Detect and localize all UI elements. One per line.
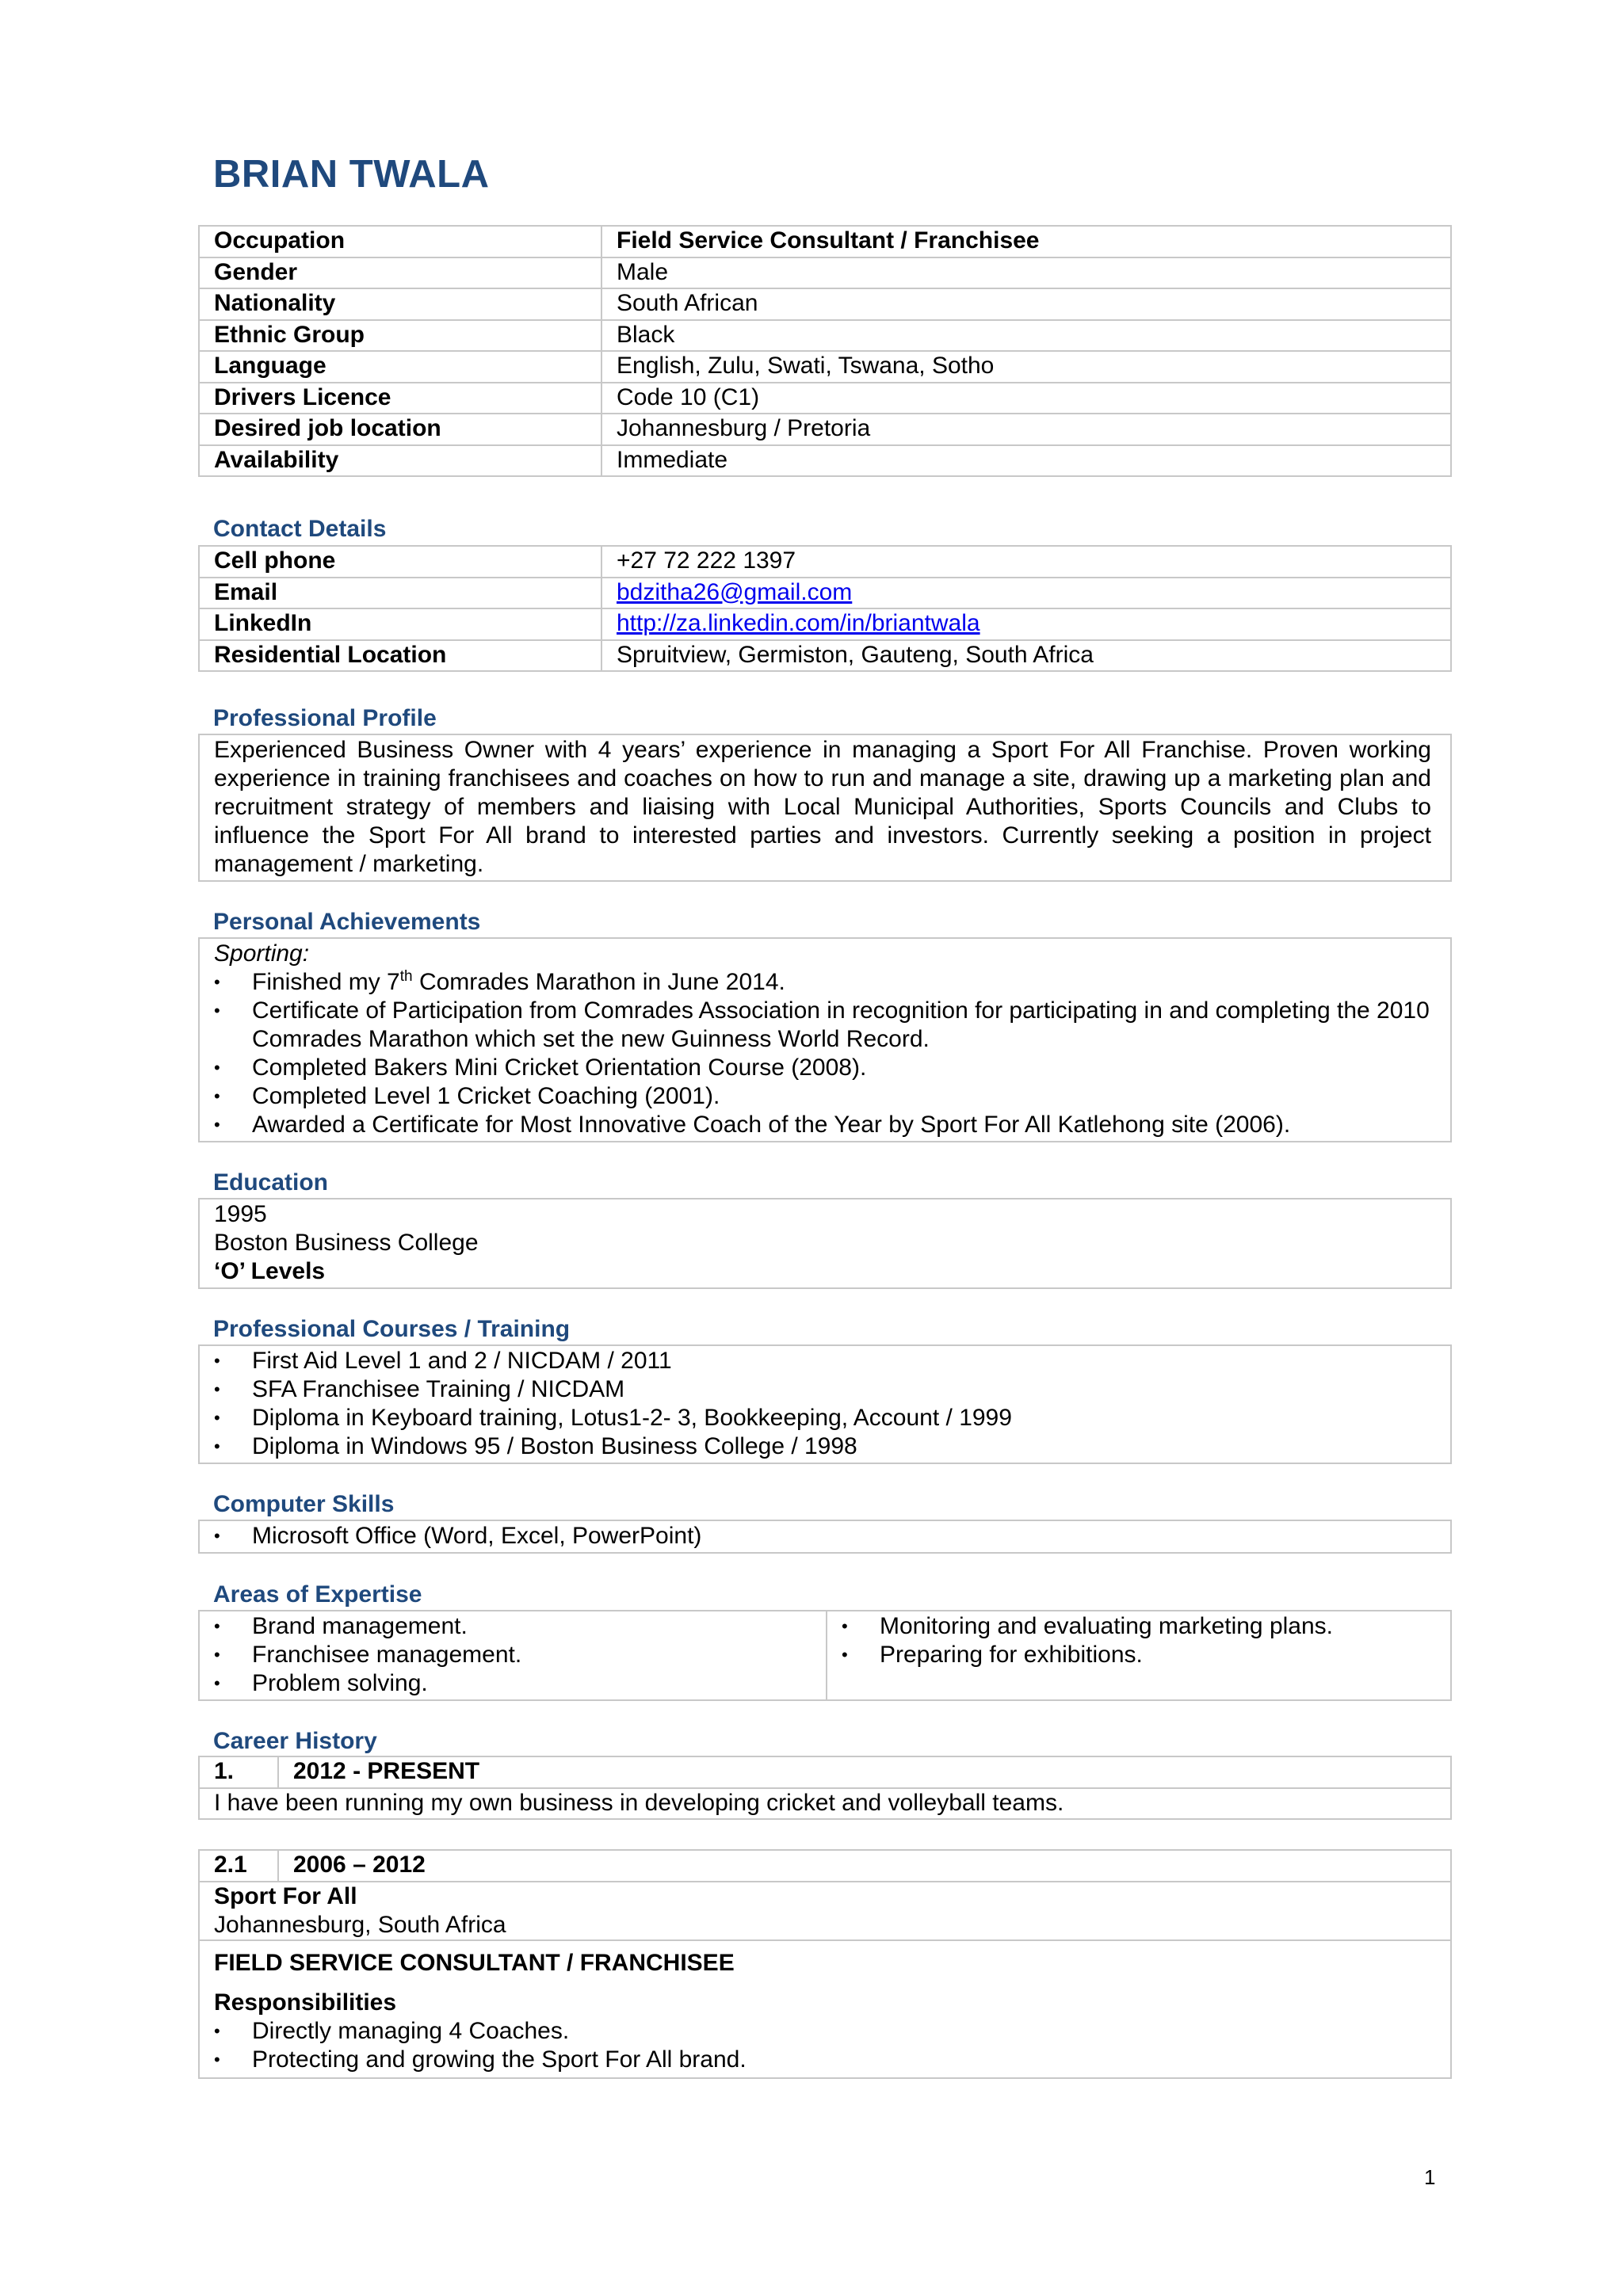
- list-item: • Finished my 7th Comrades Marathon in June 2014.: [214, 968, 1431, 997]
- list-item: • Problem solving.: [214, 1669, 812, 1698]
- courses-box: [198, 1344, 1452, 1464]
- job1-table: [198, 1756, 1452, 1820]
- list-item: • Completed Bakers Mini Cricket Orientation Course (2008).: [214, 1054, 1431, 1082]
- job2-responsibilities-heading: Responsibilities: [214, 1989, 397, 2016]
- expertise-left-column: [200, 1611, 827, 1699]
- career-heading: Career History: [213, 1728, 377, 1754]
- list-item: • Protecting and growing the Sport For All brand.: [214, 2046, 1436, 2074]
- personal-details-table: [198, 225, 1452, 477]
- list-item: • Monitoring and evaluating marketing plans.: [842, 1612, 1436, 1641]
- job1-number: 1.: [199, 1756, 278, 1788]
- job2-title: FIELD SERVICE CONSULTANT / FRANCHISEE: [214, 1949, 735, 1976]
- personal-value: Field Service Consultant / Franchisee: [601, 226, 1451, 257]
- list-item: • Preparing for exhibitions.: [842, 1641, 1436, 1669]
- education-box: [198, 1198, 1452, 1289]
- personal-label: Ethnic Group: [199, 320, 601, 352]
- education-heading: Education: [213, 1169, 329, 1196]
- education-year: 1995: [214, 1201, 267, 1227]
- list-item: • SFA Franchisee Training / NICDAM: [214, 1375, 1431, 1404]
- job1-period: 2012 - PRESENT: [278, 1756, 1451, 1788]
- personal-row: [199, 257, 1451, 289]
- contact-heading: Contact Details: [213, 516, 387, 542]
- courses-heading: Professional Courses / Training: [213, 1316, 571, 1342]
- email-label: Email: [199, 578, 601, 609]
- personal-value: Immediate: [601, 445, 1451, 477]
- personal-value: Black: [601, 320, 1451, 352]
- personal-label: Drivers Licence: [199, 383, 601, 414]
- personal-value: Johannesburg / Pretoria: [601, 414, 1451, 445]
- contact-row-cell: [199, 546, 1451, 578]
- job2-period: 2006 – 2012: [278, 1850, 1451, 1882]
- contact-row-location: [199, 640, 1451, 672]
- personal-details-body: [199, 226, 1451, 476]
- education-qualification: ‘O’ Levels: [214, 1258, 326, 1284]
- job2-number: 2.1: [199, 1850, 278, 1882]
- job1-description: I have been running my own business in developing cricket and volleyball teams.: [199, 1788, 1451, 1820]
- achievements-heading: Personal Achievements: [213, 909, 481, 935]
- expertise-box: [198, 1610, 1452, 1701]
- list-item: • Brand management.: [214, 1612, 812, 1641]
- achievements-list: [214, 968, 1431, 1139]
- list-item: • Diploma in Windows 95 / Boston Business College / 1998: [214, 1432, 1431, 1461]
- personal-label: Language: [199, 351, 601, 383]
- personal-label: Gender: [199, 257, 601, 289]
- job2-responsibilities-list: [214, 2017, 1436, 2074]
- list-item: • First Aid Level 1 and 2 / NICDAM / 2011: [214, 1347, 1431, 1375]
- expertise-heading: Areas of Expertise: [213, 1581, 422, 1608]
- personal-value: English, Zulu, Swati, Tswana, Sotho: [601, 351, 1451, 383]
- profile-box: [198, 734, 1452, 882]
- personal-row: [199, 414, 1451, 445]
- computer-box: [198, 1520, 1452, 1554]
- personal-value: South African: [601, 288, 1451, 320]
- list-item: • Microsoft Office (Word, Excel, PowerPoint): [214, 1522, 1431, 1550]
- list-item: • Completed Level 1 Cricket Coaching (2001).: [214, 1082, 1431, 1111]
- personal-row: [199, 226, 1451, 257]
- computer-list: [214, 1522, 1431, 1550]
- job2-table: [198, 1849, 1452, 2079]
- personal-label: Occupation: [199, 226, 601, 257]
- job2-header-row: [199, 1850, 1451, 1882]
- personal-label: Nationality: [199, 288, 601, 320]
- cell-label: Cell phone: [199, 546, 601, 578]
- contact-table: [198, 545, 1452, 672]
- personal-value: Code 10 (C1): [601, 383, 1451, 414]
- achievements-subheading: Sporting:: [214, 940, 310, 967]
- contact-row-linkedin: [199, 608, 1451, 640]
- job2-details-row: [199, 1940, 1451, 2078]
- cell-value: +27 72 222 1397: [601, 546, 1451, 578]
- personal-row: [199, 351, 1451, 383]
- list-item: • Certificate of Participation from Comrades Association in recognition for participating in and completing the 2010 Comrades Marathon which set the new Guinness World Record.: [214, 997, 1431, 1054]
- job2-location: Johannesburg, South Africa: [214, 1911, 506, 1938]
- contact-row-email: [199, 578, 1451, 609]
- list-item: • Diploma in Keyboard training, Lotus1-2- 3, Bookkeeping, Account / 1999: [214, 1404, 1431, 1432]
- profile-heading: Professional Profile: [213, 705, 437, 731]
- job1-header-row: [199, 1756, 1451, 1788]
- achievements-box: [198, 937, 1452, 1142]
- job1-desc-row: [199, 1788, 1451, 1820]
- expertise-right-column: [827, 1611, 1450, 1699]
- personal-row: [199, 320, 1451, 352]
- personal-label: Availability: [199, 445, 601, 477]
- email-link[interactable]: bdzitha26@gmail.com: [617, 578, 853, 605]
- list-item: • Awarded a Certificate for Most Innovative Coach of the Year by Sport For All Katlehong site (2006).: [214, 1111, 1431, 1139]
- personal-value: Male: [601, 257, 1451, 289]
- candidate-name: BRIAN TWALA: [213, 153, 490, 196]
- computer-heading: Computer Skills: [213, 1491, 395, 1517]
- personal-row: [199, 383, 1451, 414]
- profile-text: Experienced Business Owner with 4 years’ experience in managing a Sport For All Franchise. Proven working experience in training franchisees and coaches on how to run and manage a site, drawing up a marketing plan and recruitment strategy of members and liaising with Local Municipal Authorities, Sports Councils and Clubs to influence the Sport For All brand to interested parties and investors. Currently seeking a position in project management / marketing.: [214, 737, 1431, 877]
- linkedin-link[interactable]: http://za.linkedin.com/in/briantwala: [617, 610, 980, 636]
- location-value: Spruitview, Germiston, Gauteng, South Africa: [601, 640, 1451, 672]
- personal-label: Desired job location: [199, 414, 601, 445]
- job2-company-row: [199, 1882, 1451, 1940]
- education-school: Boston Business College: [214, 1230, 479, 1256]
- linkedin-label: LinkedIn: [199, 608, 601, 640]
- job2-company: Sport For All: [214, 1882, 357, 1909]
- location-label: Residential Location: [199, 640, 601, 672]
- list-item: • Directly managing 4 Coaches.: [214, 2017, 1436, 2046]
- page-number: 1: [1424, 2165, 1436, 2189]
- list-item: • Franchisee management.: [214, 1641, 812, 1669]
- personal-row: [199, 288, 1451, 320]
- personal-row: [199, 445, 1451, 477]
- courses-list: [214, 1347, 1431, 1461]
